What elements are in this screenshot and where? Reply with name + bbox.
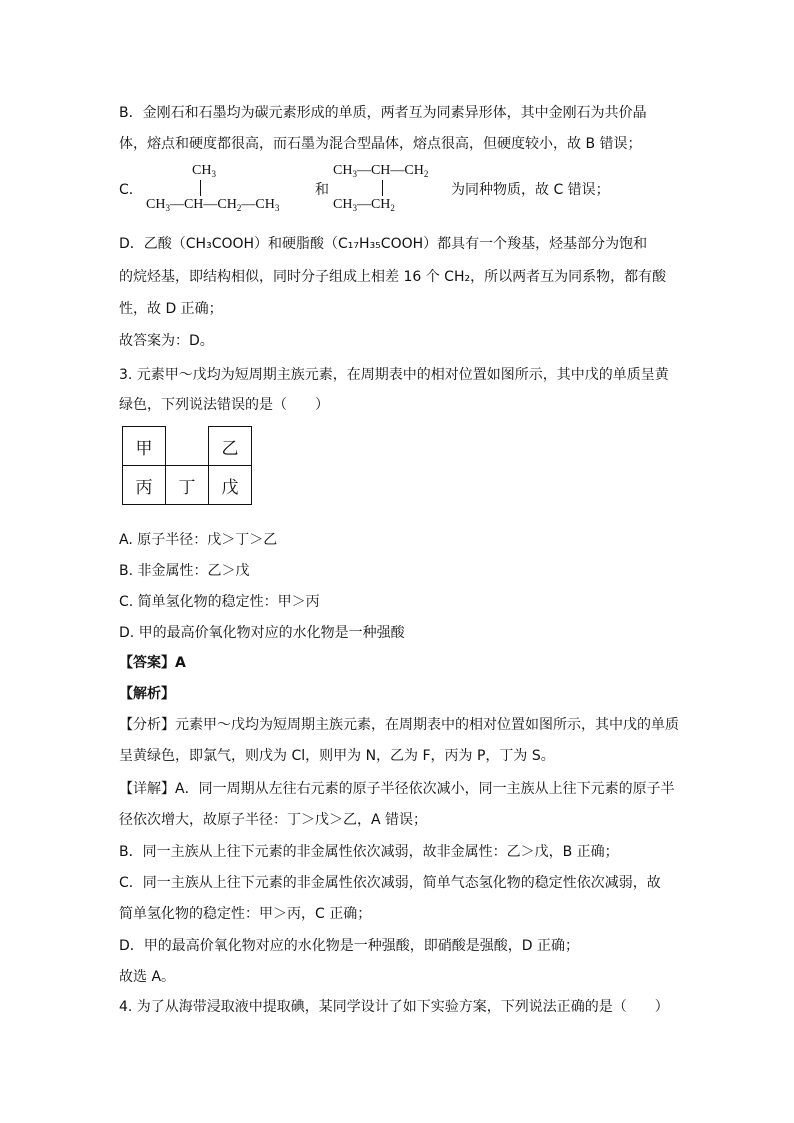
question-3-line1: 3. 元素甲～戊均为短周期主族元素，在周期表中的相对位置如图所示，其中戊的单质呈黄 <box>119 367 669 383</box>
option-d: D. 甲的最高价氧化物对应的水化物是一种强酸 <box>119 625 405 641</box>
option-b-explanation-line1: B．金刚石和石墨均为碳元素形成的单质，两者互为同素异形体，其中金刚石为共价晶 <box>119 105 647 121</box>
question-4: 4. 为了从海带浸取液中提取碘，某同学设计了如下实验方案，下列说法正确的是（ ） <box>119 999 669 1015</box>
xiangjie-b: B．同一主族从上往下元素的非金属性依次减弱，故非金属性：乙＞戊，B 正确； <box>119 844 619 860</box>
and-word: 和 <box>315 182 329 198</box>
question-3-line2: 绿色，下列说法错误的是（ ） <box>119 397 329 413</box>
xiangjie-c2: 简单氢化物的稳定性：甲＞丙，C 正确； <box>119 906 372 922</box>
option-c-label: C． <box>119 182 143 198</box>
option-d-explanation-line2: 的烷烃基，即结构相似，同时分子组成上相差 16 个 CH₂，所以两者互为同系物，都有酸 <box>119 269 667 285</box>
grid-cell-ding: 丁 <box>166 466 209 505</box>
option-d-explanation-line3: 性，故 D 正确； <box>119 301 223 317</box>
fenxi-line1: 【分析】元素甲～戊均为短周期主族元素，在周期表中的相对位置如图所示，其中戊的单质 <box>119 717 679 733</box>
periodic-position-grid <box>122 426 252 505</box>
grid-cell-empty <box>166 427 209 466</box>
grid-cell-jia: 甲 <box>123 427 166 466</box>
previous-answer: 故答案为：D。 <box>119 333 214 349</box>
option-a: A. 原子半径：戊＞丁＞乙 <box>119 532 278 548</box>
option-b-explanation-line2: 体，熔点和硬度都很高，而石墨为混合型晶体，熔点很高，但硬度较小，故 B 错误； <box>119 136 642 152</box>
xiangjie-end: 故选 A。 <box>119 969 176 985</box>
option-b: B. 非金属性：乙＞戊 <box>119 563 250 579</box>
grid-cell-bing: 丙 <box>123 466 166 505</box>
grid-cell-wu: 戊 <box>209 466 252 505</box>
option-c-conclusion: 为同种物质，故 C 错误； <box>451 182 610 198</box>
grid-cell-yi: 乙 <box>209 427 252 466</box>
xiangjie-c1: C．同一主族从上往下元素的非金属性依次减弱，简单气态氢化物的稳定性依次减弱，故 <box>119 875 661 891</box>
option-c: C. 简单氢化物的稳定性：甲＞丙 <box>119 594 320 610</box>
xiangjie-d: D．甲的最高价氧化物对应的水化物是一种强酸，即硝酸是强酸，D 正确； <box>119 938 580 954</box>
analysis-label: 【解析】 <box>119 686 175 702</box>
xiangjie-line1: 【详解】A．同一周期从左往右元素的原子半径依次减小，同一主族从上往下元素的原子半 <box>119 781 675 797</box>
fenxi-line2: 呈黄绿色，即氯气，则戊为 Cl，则甲为 N，乙为 F，丙为 P，丁为 S。 <box>119 748 555 764</box>
option-d-explanation-line1: D．乙酸（CH₃COOH）和硬脂酸（C₁₇H₃₅COOH）都具有一个羧基，烃基部分为饱和 <box>119 236 648 252</box>
xiangjie-line2: 径依次增大，故原子半径：丁＞戊＞乙，A 错误； <box>119 812 428 828</box>
answer-label: 【答案】A <box>119 655 186 671</box>
